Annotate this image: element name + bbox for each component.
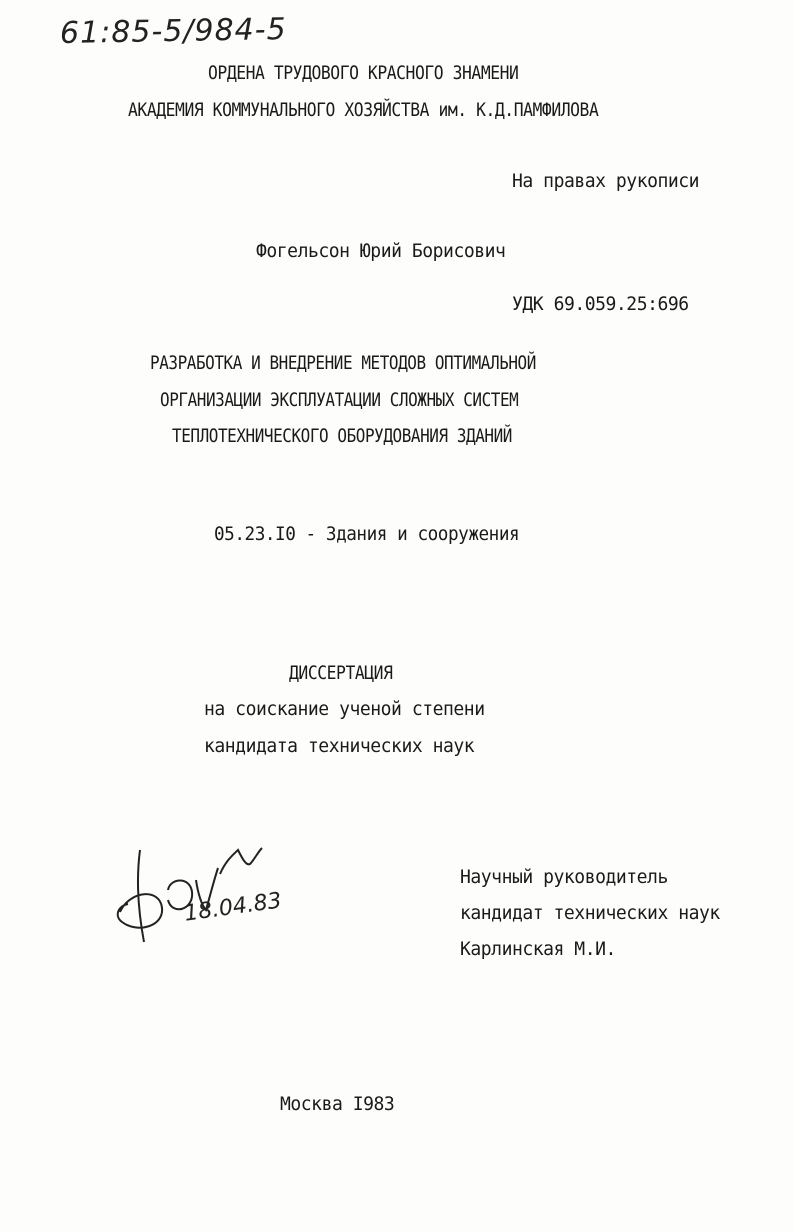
- signature-scribble: [110, 830, 280, 950]
- supervisor-name: Карлинская М.И.: [460, 938, 616, 960]
- udk-code: УДК 69.059.25:696: [512, 293, 689, 315]
- title-line-3: ТЕПЛОТЕХНИЧЕСКОГО ОБОРУДОВАНИЯ ЗДАНИЙ: [172, 425, 512, 447]
- title-line-2: ОРГАНИЗАЦИИ ЭКСПЛУАТАЦИИ СЛОЖНЫХ СИСТЕМ: [160, 389, 519, 411]
- degree-line-2: кандидата технических наук: [204, 735, 475, 757]
- archive-code-handwritten: 61:85-5/984-5: [59, 12, 287, 51]
- author-name: Фогельсон Юрий Борисович: [256, 240, 506, 262]
- specialty-code: 05.23.I0 - Здания и сооружения: [214, 523, 520, 545]
- header-order-line: ОРДЕНА ТРУДОВОГО КРАСНОГО ЗНАМЕНИ: [208, 62, 519, 84]
- signature-date-handwritten: 18.04.83: [182, 888, 284, 927]
- degree-line-1: на соискание ученой степени: [204, 698, 485, 720]
- supervisor-role: Научный руководитель: [460, 866, 668, 888]
- rights-note: На правах рукописи: [512, 170, 700, 192]
- title-line-1: РАЗРАБОТКА И ВНЕДРЕНИЕ МЕТОДОВ ОПТИМАЛЬНОЙ: [150, 352, 536, 374]
- supervisor-degree: кандидат технических наук: [460, 902, 720, 924]
- city-year: Москва I983: [280, 1093, 395, 1115]
- dissertation-label: ДИССЕРТАЦИЯ: [289, 662, 393, 684]
- header-academy-line: АКАДЕМИЯ КОММУНАЛЬНОГО ХОЗЯЙСТВА им. К.Д.ПАМФИЛОВА: [128, 99, 599, 121]
